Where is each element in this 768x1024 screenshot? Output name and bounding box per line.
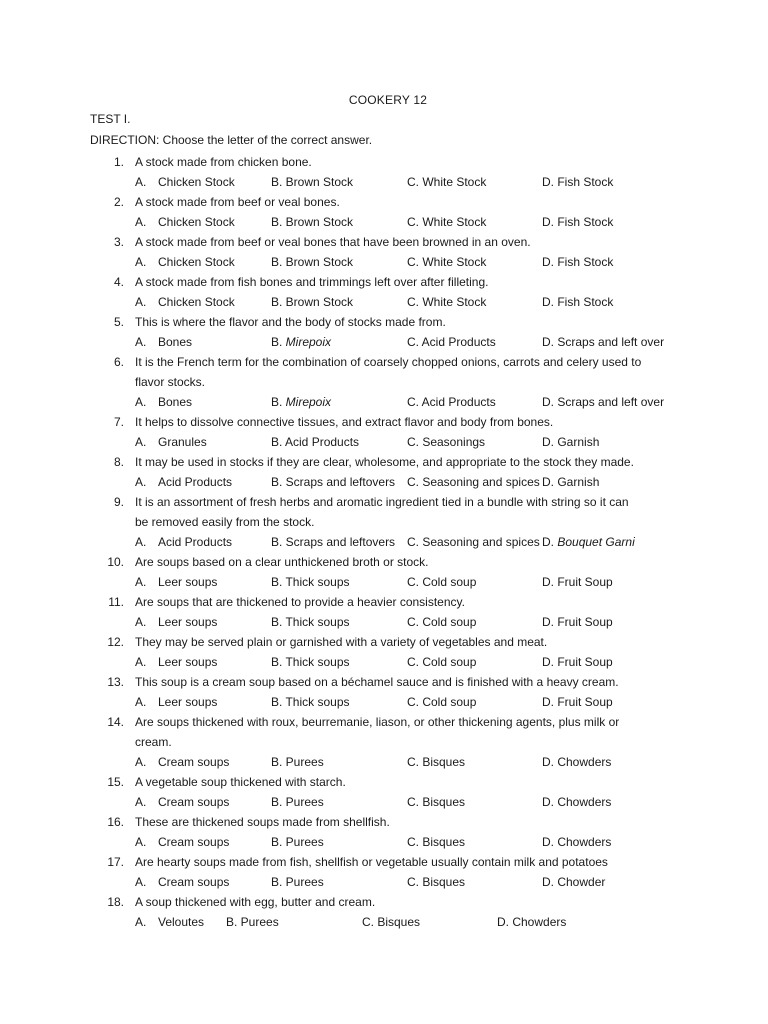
question-item [0,552,768,592]
option-a: Cream soups [158,875,230,889]
question-number: 4. [113,275,124,289]
option-d-letter: D. [542,435,558,449]
answer-options [0,172,768,192]
question-text: This soup is a cream soup based on a béchamel sauce and is finished with a heavy cream. [135,675,619,689]
option-b-letter: B. [271,295,286,309]
question-item [0,272,768,312]
option-b-letter: B. [271,435,286,449]
question-item [0,672,768,712]
option-c: C. White Stock [407,175,487,189]
option-b-text: Brown Stock [285,215,354,229]
option-b-text: Brown Stock [285,255,354,269]
question-number: 17. [107,855,124,869]
page-title-text: COOKERY 12 [348,93,428,107]
question-text: This is where the flavor and the body of stocks made from. [135,315,446,329]
option-b-text: Purees [285,875,324,889]
option-d [542,572,613,592]
option-b-letter: B. [271,335,286,349]
direction-text: DIRECTION: Choose the letter of the correct answer. [90,133,373,147]
option-b-letter: B. [271,875,286,889]
answer-options [0,792,768,812]
option-b [271,832,324,852]
option-b [271,692,350,712]
option-d [542,752,611,772]
option-a: Leer soups [158,695,218,709]
question-item [0,352,768,412]
option-d-text: Chowders [557,795,612,809]
option-a: Chicken Stock [158,175,235,189]
option-b-text: Brown Stock [285,175,354,189]
question-number: 3. [113,235,124,249]
option-b-text: Brown Stock [285,295,354,309]
question-number: 14. [107,715,124,729]
option-b [271,292,353,312]
option-b-letter: B. [226,915,241,929]
question-text: Are soups that are thickened to provide a heavier consistency. [135,595,465,609]
option-c: C. Cold soup [407,615,477,629]
option-d [542,792,611,812]
question-line [0,372,768,392]
option-a-letter: A. [135,795,147,809]
question-item [0,312,768,352]
option-c: C. Acid Products [407,395,496,409]
option-d-letter: D. [542,295,558,309]
question-text: It is an assortment of fresh herbs and aromatic ingredient tied in a bundle with string so it can [135,495,629,509]
page-title [0,93,768,107]
option-b-text: Purees [240,915,279,929]
option-c: C. Acid Products [407,335,496,349]
option-c: C. Bisques [407,755,466,769]
option-a-letter: A. [135,395,147,409]
question-line [0,772,768,792]
question-number: 8. [113,455,124,469]
question-item [0,412,768,452]
option-b-text: Thick soups [285,655,350,669]
question-line [0,192,768,212]
question-number: 1. [113,155,124,169]
option-d [542,472,599,492]
option-d [542,692,613,712]
question-text: cream. [135,735,172,749]
option-b [271,252,353,272]
question-line [0,732,768,752]
option-d-text: Chowders [557,755,612,769]
option-d-letter: D. [542,695,558,709]
question-text: Are hearty soups made from fish, shellfish or vegetable usually contain milk and potatoes [135,855,608,869]
answer-options [0,832,768,852]
option-b-text: Mirepoix [285,335,332,349]
option-a-letter: A. [135,915,147,929]
option-c: C. Bisques [362,915,421,929]
question-line [0,592,768,612]
question-text: be removed easily from the stock. [135,515,315,529]
answer-options [0,212,768,232]
option-c: C. Cold soup [407,655,477,669]
answer-options [0,752,768,772]
question-item [0,152,768,192]
option-d-letter: D. [542,535,558,549]
option-a: Veloutes [158,915,205,929]
option-b-text: Purees [285,755,324,769]
answer-options [0,472,768,492]
question-item [0,812,768,852]
option-b [271,572,350,592]
option-a: Cream soups [158,835,230,849]
option-c: C. White Stock [407,255,487,269]
option-b [271,752,324,772]
option-d-letter: D. [542,755,558,769]
option-a: Bones [158,395,193,409]
option-c: C. Seasoning and spices [407,535,540,549]
option-a-letter: A. [135,875,147,889]
option-a-letter: A. [135,175,147,189]
option-a-letter: A. [135,335,147,349]
option-b-text: Mirepoix [285,395,332,409]
question-number: 16. [107,815,124,829]
question-text: flavor stocks. [135,375,206,389]
question-text: A soup thickened with egg, butter and cream. [135,895,376,909]
option-c: C. Bisques [407,795,466,809]
question-number: 6. [113,355,124,369]
option-d-letter: D. [542,395,558,409]
option-a-letter: A. [135,435,147,449]
option-d-text: Garnish [557,475,600,489]
option-a: Chicken Stock [158,295,235,309]
option-d-text: Scraps and left over [557,395,665,409]
option-d-text: Fish Stock [557,215,614,229]
question-item [0,632,768,672]
answer-options [0,872,768,892]
option-a-letter: A. [135,215,147,229]
option-a: Cream soups [158,755,230,769]
option-d-letter: D. [542,655,558,669]
question-item [0,712,768,772]
option-a: Chicken Stock [158,255,235,269]
option-b [271,172,353,192]
question-text: A stock made from fish bones and trimmings left over after filleting. [135,275,489,289]
question-number: 11. [108,595,124,609]
option-d [542,292,613,312]
question-item [0,772,768,812]
option-a: Chicken Stock [158,215,235,229]
option-d-text: Fruit Soup [557,695,613,709]
option-a: Acid Products [158,475,233,489]
question-line [0,492,768,512]
option-b-letter: B. [271,655,286,669]
option-d-letter: D. [542,835,558,849]
question-item [0,232,768,272]
option-a-letter: A. [135,575,147,589]
option-a: Acid Products [158,535,233,549]
question-number: 5. [113,315,124,329]
question-number: 7. [113,415,124,429]
question-line [0,312,768,332]
question-line [0,812,768,832]
question-line [0,272,768,292]
question-line [0,672,768,692]
question-number: 12. [107,635,124,649]
option-d-text: Bouquet Garni [557,535,635,549]
option-d-letter: D. [542,335,558,349]
question-text: They may be served plain or garnished with a variety of vegetables and meat. [135,635,548,649]
option-c: C. White Stock [407,215,487,229]
option-d [542,832,611,852]
option-d-letter: D. [542,255,558,269]
option-a-letter: A. [135,295,147,309]
option-d-text: Fish Stock [557,175,614,189]
answer-options [0,292,768,312]
option-d-letter: D. [542,215,558,229]
question-text: A stock made from beef or veal bones. [135,195,340,209]
option-a-letter: A. [135,695,147,709]
question-text: These are thickened soups made from shellfish. [135,815,390,829]
option-b-letter: B. [271,615,286,629]
option-b-text: Acid Products [285,435,360,449]
option-c: C. Seasonings [407,435,486,449]
option-d [542,392,664,412]
option-b-text: Scraps and leftovers [285,535,396,549]
option-d [542,212,613,232]
option-b-letter: B. [271,575,286,589]
option-d-text: Fruit Soup [557,575,613,589]
option-b-text: Thick soups [285,615,350,629]
question-number: 18. [107,895,124,909]
question-line [0,412,768,432]
option-a: Leer soups [158,575,218,589]
option-a-letter: A. [135,835,147,849]
option-d [542,872,605,892]
answer-options [0,252,768,272]
option-d [542,172,613,192]
option-b-text: Scraps and leftovers [285,475,396,489]
option-d-text: Scraps and left over [557,335,665,349]
option-d-letter: D. [542,615,558,629]
option-b [226,912,279,932]
question-line [0,552,768,572]
answer-options [0,532,768,552]
question-line [0,632,768,652]
option-d [497,912,566,932]
question-number: 13. [107,675,124,689]
option-d-text: Garnish [557,435,600,449]
option-a-letter: A. [135,475,147,489]
question-line [0,852,768,872]
question-list [0,152,768,932]
option-b [271,612,350,632]
answer-options [0,652,768,672]
option-b-letter: B. [271,255,286,269]
option-a: Bones [158,335,193,349]
question-item [0,892,768,932]
option-a-letter: A. [135,655,147,669]
question-item [0,452,768,492]
option-d [542,652,613,672]
option-b [271,332,331,352]
question-line [0,452,768,472]
option-d-letter: D. [542,175,558,189]
option-b-letter: B. [271,795,286,809]
option-b [271,472,395,492]
option-a: Granules [158,435,207,449]
option-d [542,332,664,352]
option-d-letter: D. [542,875,558,889]
option-b [271,392,331,412]
question-item [0,852,768,892]
option-c: C. Seasoning and spices [407,475,540,489]
question-number: 15. [107,775,124,789]
option-b-letter: B. [271,175,286,189]
question-item [0,192,768,232]
option-b-text: Thick soups [285,575,350,589]
option-b-letter: B. [271,835,286,849]
question-line [0,712,768,732]
answer-options [0,572,768,592]
question-item [0,592,768,632]
question-text: A stock made from chicken bone. [135,155,312,169]
option-b [271,532,395,552]
question-text: Are soups based on a clear unthickened broth or stock. [135,555,429,569]
option-b [271,652,350,672]
question-line [0,232,768,252]
question-number: 9. [113,495,124,509]
option-d-letter: D. [542,475,558,489]
option-d-text: Fish Stock [557,255,614,269]
test-label: TEST I. [90,112,131,126]
option-d-text: Chowders [512,915,567,929]
option-b-letter: B. [271,395,286,409]
option-a: Leer soups [158,655,218,669]
option-b-letter: B. [271,695,286,709]
option-d [542,612,613,632]
option-d-text: Fruit Soup [557,655,613,669]
question-text: It helps to dissolve connective tissues, and extract flavor and body from bones. [135,415,554,429]
answer-options [0,332,768,352]
option-b-letter: B. [271,755,286,769]
question-line [0,152,768,172]
option-b-text: Thick soups [285,695,350,709]
question-number: 2. [113,195,124,209]
answer-options [0,392,768,412]
option-d-text: Fruit Soup [557,615,613,629]
option-a: Leer soups [158,615,218,629]
option-d-letter: D. [542,795,558,809]
option-d-text: Chowders [557,835,612,849]
option-b [271,212,353,232]
answer-options [0,692,768,712]
question-item [0,492,768,552]
option-d-text: Fish Stock [557,295,614,309]
question-text: It is the French term for the combination of coarsely chopped onions, carrots and celery used to [135,355,642,369]
question-text: A vegetable soup thickened with starch. [135,775,346,789]
option-b-letter: B. [271,535,286,549]
answer-options [0,612,768,632]
option-b-letter: B. [271,215,286,229]
question-text: A stock made from beef or veal bones that have been browned in an oven. [135,235,531,249]
option-d [542,252,613,272]
option-b [271,872,324,892]
option-d-text: Chowder [557,875,606,889]
option-d-letter: D. [542,575,558,589]
option-a-letter: A. [135,615,147,629]
option-c: C. White Stock [407,295,487,309]
question-number: 10. [107,555,124,569]
option-b-text: Purees [285,835,324,849]
question-line [0,352,768,372]
option-d [542,432,599,452]
question-text: Are soups thickened with roux, beurremanie, liason, or other thickening agents, plus milk or [135,715,620,729]
question-line [0,512,768,532]
option-a: Cream soups [158,795,230,809]
option-a-letter: A. [135,755,147,769]
option-c: C. Bisques [407,875,466,889]
option-b-text: Purees [285,795,324,809]
answer-options [0,912,768,932]
answer-options [0,432,768,452]
option-a-letter: A. [135,255,147,269]
option-d [542,532,635,552]
question-text: It may be used in stocks if they are clear, wholesome, and appropriate to the stock they made. [135,455,634,469]
option-a-letter: A. [135,535,147,549]
option-c: C. Cold soup [407,575,477,589]
question-line [0,892,768,912]
option-c: C. Bisques [407,835,466,849]
option-d-letter: D. [497,915,513,929]
option-b-letter: B. [271,475,286,489]
option-c: C. Cold soup [407,695,477,709]
option-b [271,432,359,452]
option-b [271,792,324,812]
